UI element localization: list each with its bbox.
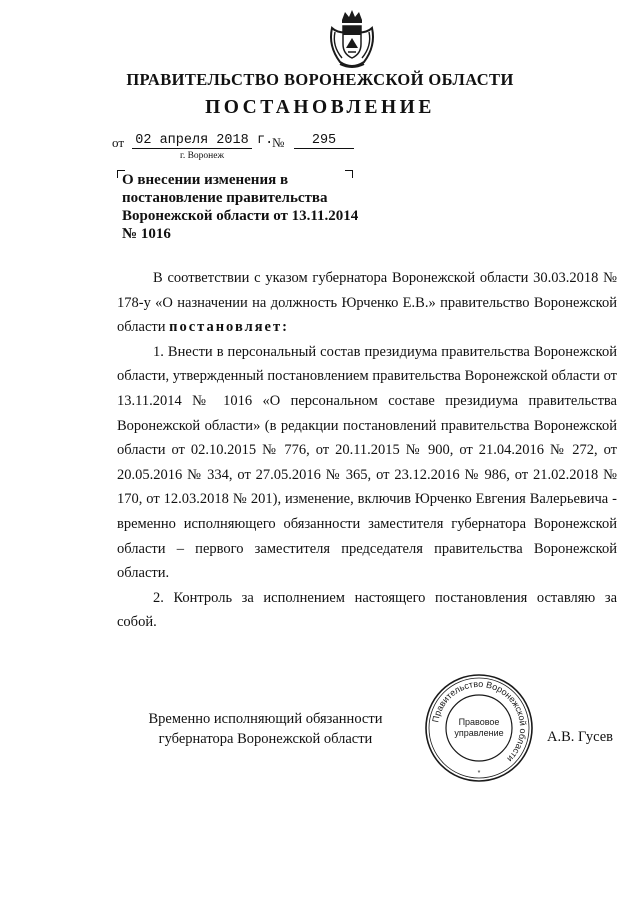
date-prefix: от [112, 135, 125, 150]
document-date: 02 апреля 2018 [132, 133, 252, 149]
preamble-paragraph [117, 266, 617, 340]
signatory-title [118, 709, 413, 749]
official-stamp [423, 672, 535, 784]
document-body [117, 266, 617, 635]
clause-2-paragraph: 2. Контроль за исполнением настоящего постановления оставляю за собой. [117, 589, 617, 631]
document-meta [112, 135, 372, 165]
stamp-inner-line-1: Правовое [458, 717, 500, 727]
year-suffix: г. [257, 133, 274, 148]
stamp-outer-textpath: Правительство Воронежской области [430, 678, 529, 765]
government-name: ПРАВИТЕЛЬСТВО ВОРОНЕЖСКОЙ ОБЛАСТИ [126, 70, 514, 89]
signatory-name: А.В. Гусев [547, 729, 613, 745]
coat-of-arms-icon [326, 8, 378, 70]
preamble-text: В соответствии с указом губернатора Воронежской области 30.03.2018 № 178-у «О назначении на должность Юрченко Е.В.» правительство Воронежской области [117, 270, 617, 336]
decree-keyword: постановляет: [169, 319, 289, 336]
document-type-title: ПОСТАНОВЛЕНИЕ [205, 97, 435, 118]
stamp-inner-line-2: управление [454, 728, 504, 738]
stamp-star-icon: * [477, 770, 481, 777]
document-number: 295 [294, 133, 354, 149]
document-subject: О внесении изменения в постановление правительства Воронежской области от 13.11.2014 № 1016 [122, 172, 359, 242]
signatory-title-line-2: губернатора Воронежской области [158, 731, 373, 747]
city-label: г. Воронеж [180, 151, 225, 161]
signatory-title-line-1: Временно исполняющий обязанности [148, 711, 383, 727]
number-label: № [272, 135, 285, 150]
clause-1-paragraph: 1. Внести в персональный состав президиума правительства Воронежской области, утвержденный постановлением правительства Воронежской области от 13.11.2014 № 1016 «О персональном составе президиума правительства Воронежской области» (в редакции постановлений правительства Воронежской области от 02.10.2015 № 776, от 20.11.2015 № 900, от 21.04.2016 № 272, от 20.05.2016 № 334, от 27.05.2016 № 365, от 23.12.2016 № 986, от 21.02.2018 № 170, от 12.03.2018 № 201), изменение, включив Юрченко Евгения Валерьевича - временно исполняющего обязанности заместителя губернатора Воронежской области – первого заместителя председателя правительства Воронежской области. [117, 343, 617, 582]
